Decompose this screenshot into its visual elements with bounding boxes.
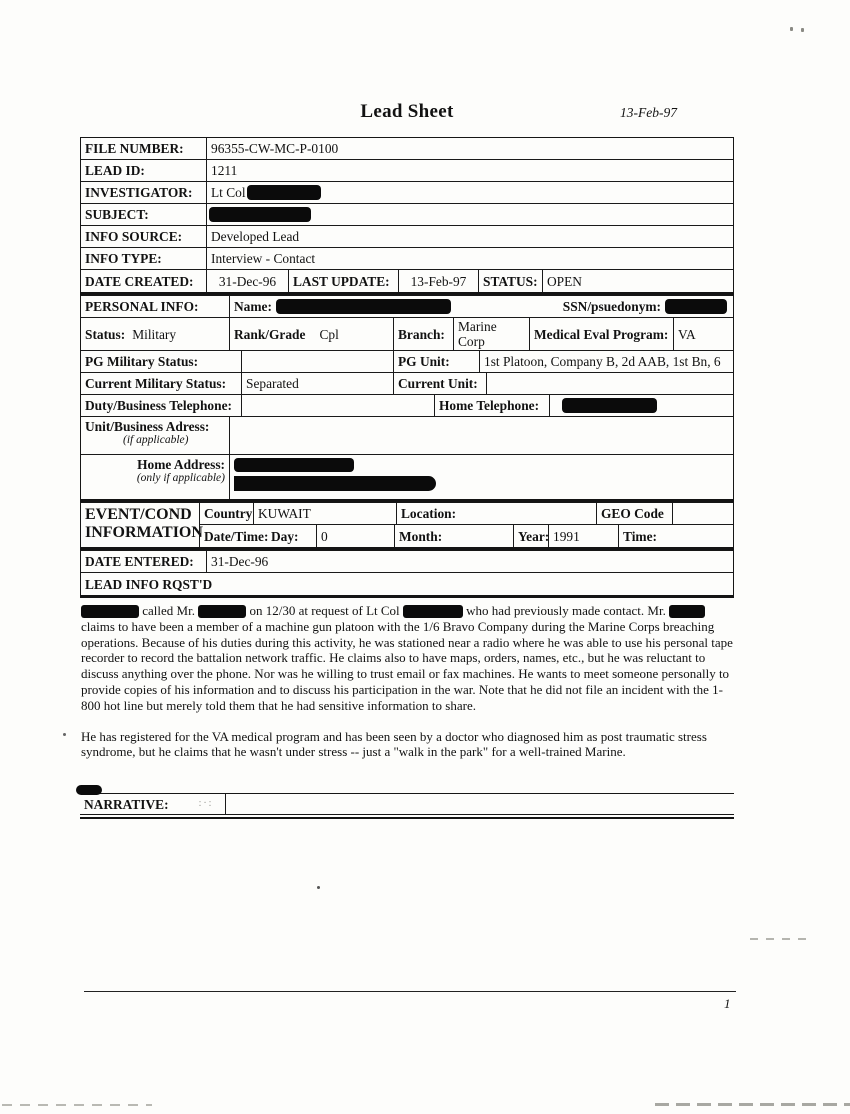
status-value: OPEN [542,270,733,292]
day-value: 0 [316,525,394,547]
geo-code-value [672,503,733,524]
time-label: Time: [618,525,733,547]
date-created-value: 31-Dec-96 [206,270,288,292]
home-address-note: (only if applicable) [136,472,225,484]
geo-code-label: GEO Code [596,503,672,524]
lead-id-label: LEAD ID: [85,163,145,178]
medical-eval-label: Medical Eval Program: [529,318,673,350]
country-row [199,503,733,525]
narrative-segment: who had previously made contact. Mr. [466,603,666,618]
unit-address-label: Unit/Business Adress: [85,419,210,434]
year-label: Year: [513,525,548,547]
investigator-value [206,182,733,203]
header-date: 13-Feb-97 [620,105,677,120]
info-source-value: Developed Lead [206,226,733,247]
info-type-row [81,248,733,270]
redaction-bar [403,605,463,618]
rank-grade-value: Cpl [319,326,339,342]
status-label: STATUS: [478,270,542,292]
home-address-value [229,455,733,499]
date-entered-label: DATE ENTERED: [85,554,194,569]
page-number: 1 [724,996,731,1011]
unit-address-value [229,417,733,454]
datetime-row [199,525,733,547]
narrative-field [80,793,734,819]
year-value: 1991 [548,525,618,547]
narrative-label: NARRATIVE: [84,796,169,812]
lead-id-row [81,160,733,182]
subject-label: SUBJECT: [85,207,149,222]
narrative-text [80,598,736,760]
rank-grade-label: Rank/Grade [234,326,306,342]
narrative-paragraph-1 [81,603,736,714]
narrative-paragraph-2: He has registered for the VA medical program and has been seen by a doctor who diagnosed him as post traumatic stress syndrome, but he claims that he wasn't under stress -- just a "walk in the park" for a well-trained Marine. [81,728,707,760]
country-value: KUWAIT [253,503,396,524]
redaction-bar [669,605,705,618]
personal-info-label: PERSONAL INFO: [85,299,199,314]
redaction-bar [234,458,354,472]
date-created-label: DATE CREATED: [85,273,194,289]
event-section-label [81,503,203,547]
file-number-row [81,138,733,160]
pg-unit-label: PG Unit: [393,351,479,372]
home-address-row [81,455,733,499]
status-field-label: Status: [85,326,126,342]
investigator-rank: Lt Col [211,185,246,200]
narrative-segment: on 12/30 at request of Lt Col [249,603,400,618]
pg-military-status-label: PG Military Status: [85,354,199,369]
event-rows [199,503,733,547]
last-update-label: LAST UPDATE: [288,270,398,292]
redaction-bar [209,207,311,222]
info-type-value: Interview - Contact [206,248,733,269]
scan-artifact [655,1103,850,1106]
name-ssn-cell [229,296,733,317]
telephone-row [81,395,733,417]
redaction-bar [247,185,321,200]
ssn-label: SSN/psuedonym: [562,299,661,314]
narrative-segment: called Mr. [142,603,195,618]
lead-sheet-form [80,137,734,760]
duty-phone-label: Duty/Business Telephone: [85,398,232,413]
subject-value [206,204,733,225]
current-military-status-value: Separated [241,373,393,394]
branch-label: Branch: [393,318,453,350]
redaction-bar [198,605,246,618]
datetime-label: Date/Time: [199,525,267,547]
unit-address-row [81,417,733,455]
unit-address-note: (if applicable) [123,434,189,446]
investigator-row [81,182,733,204]
current-unit-label: Current Unit: [393,373,486,394]
narrative-row [80,793,734,815]
branch-value: Marine Corp [453,318,529,350]
status-branch-row [81,318,733,351]
entry-table [80,550,734,595]
event-info-span [81,503,733,547]
pg-unit-value: 1st Platoon, Company B, 2d AAB, 1st Bn, 6 [479,351,733,372]
scan-artifact [750,938,812,940]
last-update-value: 13-Feb-97 [398,270,478,292]
subject-row [81,204,733,226]
home-address-label: Home Address: [137,457,225,472]
narrative-segment: claims to have been a member of a machine gun platoon with the 1/6 Bravo Company during the Marine Corps breaching operations. Because of his duties during this activity, he was stationed near a radio where he was able to use his personal tape recorder to record the battalion network traffic. He claims also to have maps, orders, names, etc., but he was reluctant to discuss anything over the phone. Nor was he willing to trust email or fax machines. He wants to meet someone personally to provide copies of his information and to discuss his participation in the war. Note that he did not file an incident with the 1-800 hot line but merely told them that he had sensitive information to share. [81,618,733,713]
pg-status-row [81,351,733,373]
file-number-value: 96355-CW-MC-P-0100 [206,138,733,159]
redaction-bar [81,605,139,618]
country-label: Country [199,503,253,524]
scan-artifact [2,1104,152,1106]
lead-info-rqstd-label: LEAD INFO RQST'D [85,576,213,592]
name-label: Name: [234,299,272,314]
info-source-row [81,226,733,248]
footer-rule [84,991,736,992]
double-rule [80,817,734,819]
medical-eval-value: VA [673,318,733,350]
current-unit-value [486,373,733,394]
current-status-row [81,373,733,395]
event-label-line2: INFORMATION [85,523,203,541]
narrative-value [225,794,734,814]
scan-artifact [317,886,320,889]
home-phone-value [549,395,733,416]
month-label: Month: [394,525,513,547]
info-source-label: INFO SOURCE: [85,229,183,244]
redaction-bar [276,299,451,314]
home-address-label-cell [81,455,229,499]
event-label-line1: EVENT/COND [85,506,192,523]
duty-phone-value [241,395,434,416]
date-entered-value: 31-Dec-96 [206,551,733,572]
info-type-label: INFO TYPE: [85,251,162,266]
event-info-table [80,502,734,547]
day-label: Day: [271,528,299,544]
redaction-bar [562,398,657,413]
current-military-status-label: Current Military Status: [85,376,227,391]
lead-id-value: 1211 [206,160,733,181]
investigator-label: INVESTIGATOR: [85,185,193,200]
date-entered-row [81,551,733,573]
unit-address-label-cell [81,417,229,454]
pg-military-status-value [241,351,393,372]
redaction-bar [665,299,727,314]
status-field-value: Military [132,326,177,342]
narrative-label-cell [80,794,225,814]
lead-header-table [80,137,734,292]
file-number-label: FILE NUMBER: [85,141,184,156]
location-label: Location: [396,503,596,524]
lead-info-rqstd-row [81,573,733,595]
scan-artifact [790,27,793,31]
military-status-cell [81,318,229,350]
home-phone-label: Home Telephone: [434,395,549,416]
personal-info-table [80,295,734,499]
date-created-row [81,270,733,292]
redaction-bar [234,476,436,491]
redaction-smudge [76,785,102,795]
personal-info-row [81,296,733,318]
pencil-mark: :·: [198,798,214,810]
scan-artifact [63,733,66,736]
page-title: Lead Sheet [360,101,454,122]
rank-grade-cell [229,318,393,350]
